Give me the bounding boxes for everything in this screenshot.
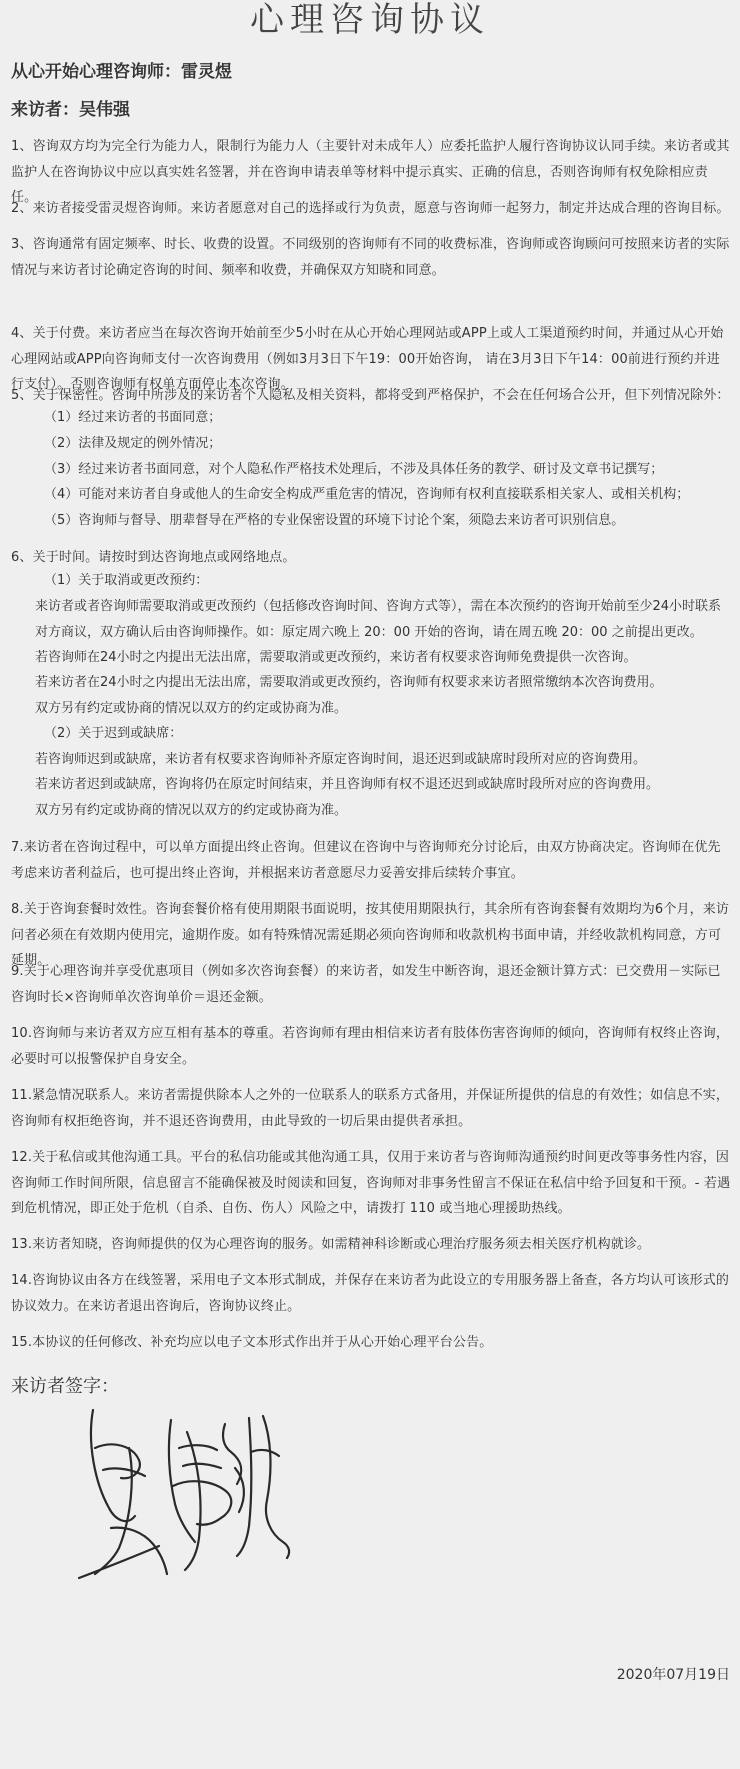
clause-5: 5、关于保密性。咨询中所涉及的来访者个人隐私及相关资料，都将受到严格保护，不会在任何场合公开，但下列情况除外： — [11, 388, 730, 403]
clause-5-item-4: （4）可能对来访者自身或他人的生命安全构成严重危害的情况，咨询师有权利直接联系相关家人、或相关机构； — [44, 487, 690, 502]
clause-5-item-5: （5）咨询师与督导、朋辈督导在严格的专业保密设置的环境下讨论个案，须隐去来访者可识别信息。 — [44, 513, 625, 528]
clause-6-2-p3: 双方另有约定或协商的情况以双方的约定或协商为准。 — [35, 803, 348, 818]
clause-7: 7.来访者在咨询过程中，可以单方面提出终止咨询。但建议在咨询中与咨询师充分讨论后，由双方协商决定。咨询师在优先考虑来访者利益后，也可提出终止咨询，并根据来访者意愿尽力妥善安排后续转介事宜。 — [11, 840, 721, 881]
clause-13: 13.来访者知晓，咨询师提供的仅为心理咨询的服务。如需精神科诊断或心理治疗服务须去相关医疗机构就诊。 — [11, 1237, 651, 1252]
clause-11: 11.紧急情况联系人。来访者需提供除本人之外的一位联系人的联系方式备用，并保证所提供的信息的有效性；如信息不实，咨询师有权拒绝咨询，并不退还咨询费用，由此导致的一切后果由提供者承担。 — [11, 1088, 730, 1129]
clause-6-1-p2: 若咨询师在24小时之内提出无法出席，需要取消或更改预约，来访者有权要求咨询师免费提供一次咨询。 — [35, 650, 637, 665]
clause-6-1-p1: 来访者或者咨询师需要取消或更改预约（包括修改咨询时间、咨询方式等），需在本次预约的咨询开始前至少24小时联系对方商议，双方确认后由咨询师操作。如：原定周六晚上 20：00 开始的咨询，请在周五晚 20：00 之前提出更改。 — [35, 599, 722, 640]
clause-1: 1、咨询双方均为完全行为能力人，限制行为能力人（主要针对未成年人）应委托监护人履行咨询协议认同手续。来访者或其监护人在咨询协议中应以真实姓名签署，并在咨询申请表单等材料中提示真实、正确的信息，否则咨询师有权免除相应责任。 — [11, 139, 730, 205]
clause-6-1-p4: 双方另有约定或协商的情况以双方的约定或协商为准。 — [35, 701, 348, 716]
clause-5-item-3: （3）经过来访者书面同意，对个人隐私作严格技术处理后，不涉及具体任务的教学、研讨及文章书记撰写； — [44, 462, 664, 477]
clause-6-1-p3: 若来访者在24小时之内提出无法出席，需要取消或更改预约，咨询师有权要求来访者照常缴纳本次咨询费用。 — [35, 675, 663, 690]
clause-8: 8.关于咨询套餐时效性。咨询套餐价格有使用期限书面说明，按其使用期限执行，其余所有咨询套餐有效期均为6个月，来访问者必须在有效期内使用完，逾期作废。如有特殊情况需延期必须向咨询师和收款机构书面申请，并经收款机构同意，方可延期。 — [11, 902, 730, 968]
clause-5-item-1: （1）经过来访者的书面同意； — [44, 410, 222, 425]
signing-date: 2020年07月19日 — [616, 1667, 730, 1683]
clause-14: 14.咨询协议由各方在线签署，采用电子文本形式制成，并保存在来访者为此设立的专用服务器上备查，各方均认可该形式的协议效力。在来访者退出咨询后，咨询协议终止。 — [11, 1273, 730, 1314]
clause-9: 9.关于心理咨询并享受优惠项目（例如多次咨询套餐）的来访者，如发生中断咨询，退还金额计算方式：已交费用－实际已咨询时长×咨询师单次咨询单价＝退还金额。 — [11, 964, 721, 1005]
clause-5-item-2: （2）法律及规定的例外情况； — [44, 436, 222, 451]
clause-6-2-p2: 若来访者迟到或缺席，咨询将仍在原定时间结束，并且咨询师有权不退还迟到或缺席时段所对应的咨询费用。 — [35, 777, 660, 792]
clause-4: 4、关于付费。来访者应当在每次咨询开始前至少5小时在从心开始心理网站或APP上或人工渠道预约时间，并通过从心开始心理网站或APP向咨询师支付一次咨询费用（例如3月3日下午19：00开始咨询， 请在3月3日下午14：00前进行预约并进行支付）。否则咨询师有权单方面停止本次咨询。 — [11, 326, 724, 392]
clause-15: 15.本协议的任何修改、补充均应以电子文本形式作出并于从心开始心理平台公告。 — [11, 1335, 493, 1350]
clause-12: 12.关于私信或其他沟通工具。平台的私信功能或其他沟通工具，仅用于来访者与咨询师沟通预约时间更改等事务性内容，因咨询师工作时间所限，信息留言不能确保被及时阅读和回复，咨询师对非事务性留言不保证在私信中给予回复和干预。- 若遇到危机情况，即正处于危机（自杀、自伤、伤人）风险之中，请拨打 110 或当地心理援助热线。 — [11, 1150, 731, 1216]
page-title: 心理咨询协议 — [250, 0, 490, 40]
clause-6-2-title: （2）关于迟到或缺席： — [44, 726, 183, 741]
clause-6-1-title: （1）关于取消或更改预约： — [44, 573, 209, 588]
visitor-line: 来访者：吴伟强 — [11, 100, 130, 120]
visitor-signature — [75, 1408, 295, 1583]
clause-6-2-p1: 若咨询师迟到或缺席，来访者有权要求咨询师补齐原定咨询时间，退还迟到或缺席时段所对应的咨询费用。 — [35, 752, 647, 767]
clause-6: 6、关于时间。请按时到达咨询地点或网络地点。 — [11, 550, 296, 565]
signature-label: 来访者签字： — [11, 1376, 119, 1397]
clause-3: 3、咨询通常有固定频率、时长、收费的设置。不同级别的咨询师有不同的收费标准，咨询师或咨询顾问可按照来访者的实际情况与来访者讨论确定咨询的时间、频率和收费，并确保双方知晓和同意。 — [11, 237, 730, 278]
clause-10: 10.咨询师与来访者双方应互相有基本的尊重。若咨询师有理由相信来访者有肢体伤害咨询师的倾向，咨询师有权终止咨询， 必要时可以报警保护自身安全。 — [11, 1026, 730, 1067]
counselor-line: 从心开始心理咨询师：雷灵煜 — [11, 62, 232, 82]
clause-2: 2、来访者接受雷灵煜咨询师。来访者愿意对自己的选择或行为负责，愿意与咨询师一起努力，制定并达成合理的咨询目标。 — [11, 201, 730, 216]
